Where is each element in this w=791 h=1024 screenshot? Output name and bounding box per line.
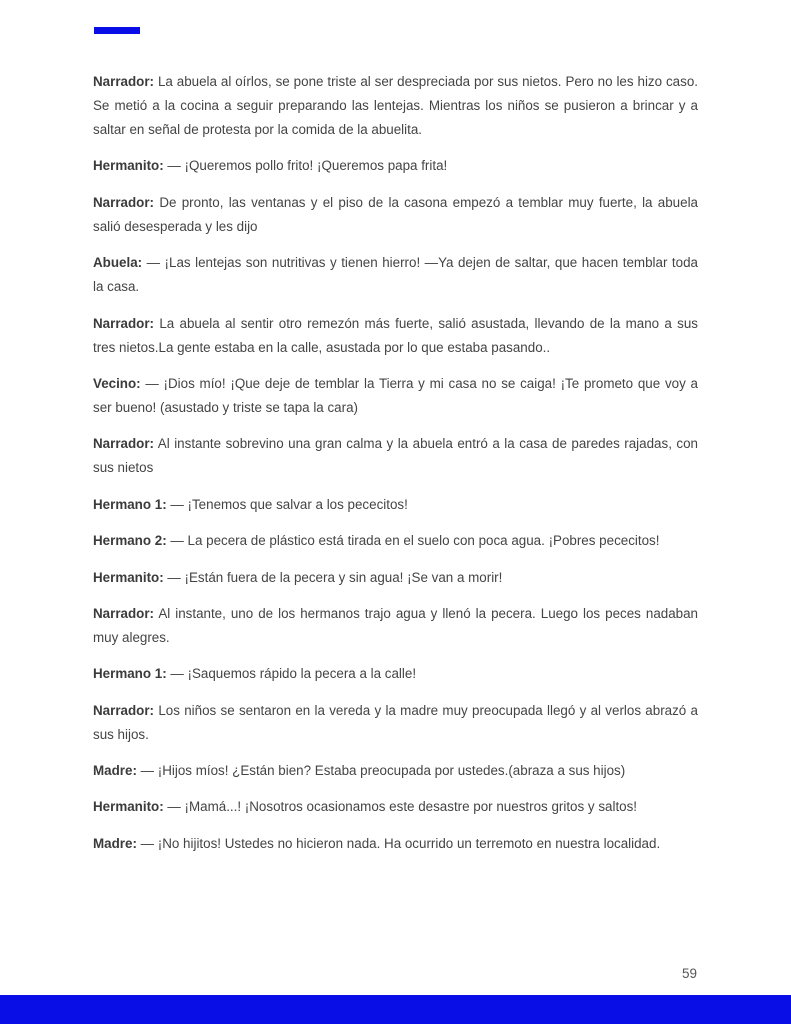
dialogue-text: La abuela al oírlos, se pone triste al ser despreciada por sus nietos. Pero no les hizo caso. Se metió a la cocina a seguir preparando las lentejas. Mientras los niños se pusieron a brincar y a saltar en señal de protesta por la comida de la abuelita.	[93, 74, 698, 137]
speaker-label: Narrador:	[93, 315, 155, 331]
dialogue-body	[93, 70, 698, 868]
dialogue-paragraph	[93, 602, 698, 650]
dialogue-paragraph	[93, 662, 698, 686]
dialogue-text: — ¡Saquemos rápido la pecera a la calle!	[170, 666, 417, 682]
header-accent-bar	[94, 27, 140, 34]
speaker-label: Hermanito:	[93, 799, 164, 815]
speaker-label: Narrador:	[93, 436, 155, 452]
speaker-label: Narrador:	[93, 74, 155, 89]
dialogue-text: Los niños se sentaron en la vereda y la madre muy preocupada llegó y al verlos abrazó a sus hijos.	[93, 702, 698, 742]
speaker-label: Madre:	[93, 763, 137, 779]
dialogue-paragraph	[93, 312, 698, 360]
dialogue-paragraph	[93, 154, 698, 178]
dialogue-text: Al instante sobrevino una gran calma y la abuela entró a la casa de paredes rajadas, con sus nietos	[93, 436, 698, 476]
dialogue-paragraph	[93, 795, 698, 819]
dialogue-text: — ¡No hijitos! Ustedes no hicieron nada. Ha ocurrido un terremoto en nuestra localidad.	[140, 835, 661, 851]
dialogue-text: — La pecera de plástico está tirada en el suelo con poca agua. ¡Pobres pececitos!	[170, 533, 660, 549]
dialogue-text: — ¡Están fuera de la pecera y sin agua! ¡Se van a morir!	[167, 569, 503, 585]
dialogue-text: — ¡Tenemos que salvar a los pececitos!	[170, 496, 408, 512]
speaker-label: Hermanito:	[93, 569, 164, 585]
speaker-label: Narrador:	[93, 194, 155, 210]
dialogue-text: — ¡Dios mío! ¡Que deje de temblar la Tierra y mi casa no se caiga! ¡Te prometo que voy a ser bueno! (asustado y triste se tapa la cara)	[93, 375, 698, 415]
dialogue-text: La abuela al sentir otro remezón más fuerte, salió asustada, llevando de la mano a sus tres nietos.La gente estaba en la calle, asustada por lo que estaba pasando..	[93, 315, 698, 355]
dialogue-text: — ¡Mamá...! ¡Nosotros ocasionamos este desastre por nuestros gritos y saltos!	[167, 799, 638, 815]
dialogue-paragraph	[93, 566, 698, 590]
dialogue-paragraph	[93, 251, 698, 299]
speaker-label: Hermano 2:	[93, 533, 167, 549]
dialogue-paragraph	[93, 432, 698, 480]
dialogue-paragraph	[93, 699, 698, 747]
dialogue-paragraph	[93, 372, 698, 420]
dialogue-text: — ¡Queremos pollo frito! ¡Queremos papa frita!	[167, 158, 448, 174]
dialogue-paragraph	[93, 191, 698, 239]
dialogue-text: — ¡Hijos míos! ¿Están bien? Estaba preocupada por ustedes.(abraza a sus hijos)	[140, 763, 626, 779]
dialogue-text: Al instante, uno de los hermanos trajo agua y llenó la pecera. Luego los peces nadaban muy alegres.	[93, 605, 699, 645]
dialogue-text: De pronto, las ventanas y el piso de la casona empezó a temblar muy fuerte, la abuela salió desesperada y les dijo	[93, 194, 698, 234]
speaker-label: Hermanito:	[93, 158, 164, 174]
speaker-label: Hermano 1:	[93, 496, 167, 512]
dialogue-paragraph	[93, 529, 698, 553]
dialogue-paragraph	[93, 70, 698, 142]
speaker-label: Madre:	[93, 835, 137, 851]
dialogue-paragraph	[93, 832, 698, 856]
speaker-label: Narrador:	[93, 702, 155, 718]
speaker-label: Abuela:	[93, 255, 143, 271]
dialogue-paragraph	[93, 493, 698, 517]
speaker-label: Narrador:	[93, 605, 155, 621]
footer-accent-bar	[0, 995, 791, 1024]
speaker-label: Vecino:	[93, 375, 141, 391]
page-number: 59	[681, 966, 697, 981]
dialogue-text: — ¡Las lentejas son nutritivas y tienen hierro! —Ya dejen de saltar, que hacen temblar toda la casa.	[93, 255, 698, 295]
dialogue-paragraph	[93, 759, 698, 783]
speaker-label: Hermano 1:	[93, 666, 167, 682]
